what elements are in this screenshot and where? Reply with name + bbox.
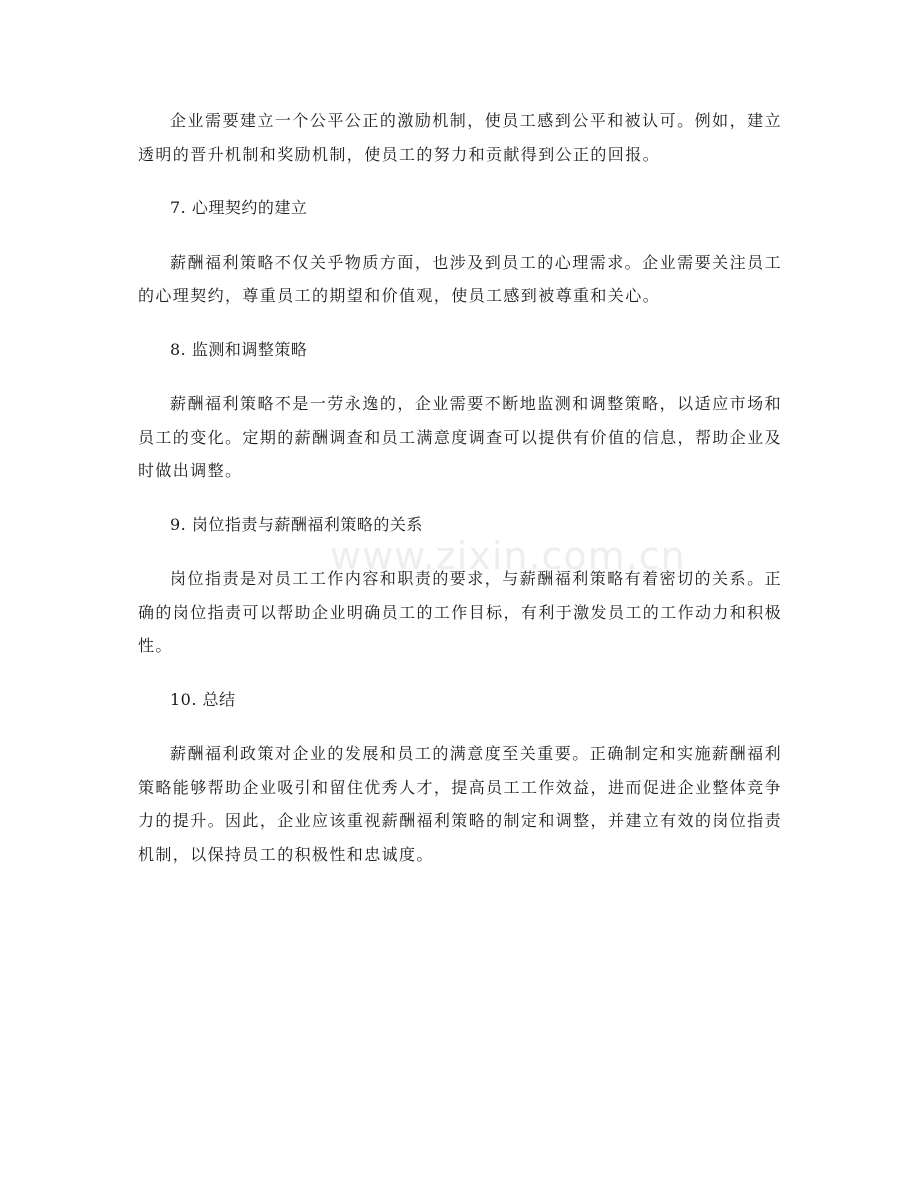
paragraph-summary: 薪酬福利政策对企业的发展和员工的满意度至关重要。正确制定和实施薪酬福利策略能够帮助企业吸引和留住优秀人才，提高员工工作效益，进而促进企业整体竞争力的提升。因此，企业应该重视薪酬福利策略的制定和调整，并建立有效的岗位指责机制，以保持员工的积极性和忠诚度。 (138, 744, 782, 864)
section-heading-7: 7. 心理契约的建立 (170, 198, 308, 217)
document-body (138, 104, 782, 891)
paragraph-monitor-adjust: 薪酬福利策略不是一劳永逸的，企业需要不断地监测和调整策略，以适应市场和员工的变化。定期的薪酬调查和员工满意度调查可以提供有价值的信息，帮助企业及时做出调整。 (138, 394, 782, 480)
section-heading-10: 10. 总结 (170, 689, 236, 709)
paragraph-psychological-contract: 薪酬福利策略不仅关乎物质方面，也涉及到员工的心理需求。企业需要关注员工的心理契约，尊重员工的期望和价值观，使员工感到被尊重和关心。 (138, 252, 782, 305)
paragraph-fair-incentive: 企业需要建立一个公平公正的激励机制，使员工感到公平和被认可。例如，建立透明的晋升机制和奖励机制，使员工的努力和贡献得到公正的回报。 (138, 111, 782, 164)
watermark-text: www.zixin.com.cn (330, 534, 686, 578)
section-heading-8: 8. 监测和调整策略 (170, 339, 308, 359)
section-heading-9: 9. 岗位指责与薪酬福利策略的关系 (170, 514, 423, 534)
paragraph-job-duties: 岗位指责是对员工工作内容和职责的要求，与薪酬福利策略有着密切的关系。正确的岗位指责可以帮助企业明确员工的工作目标，有利于激发员工的工作动力和积极性。 (138, 569, 782, 655)
